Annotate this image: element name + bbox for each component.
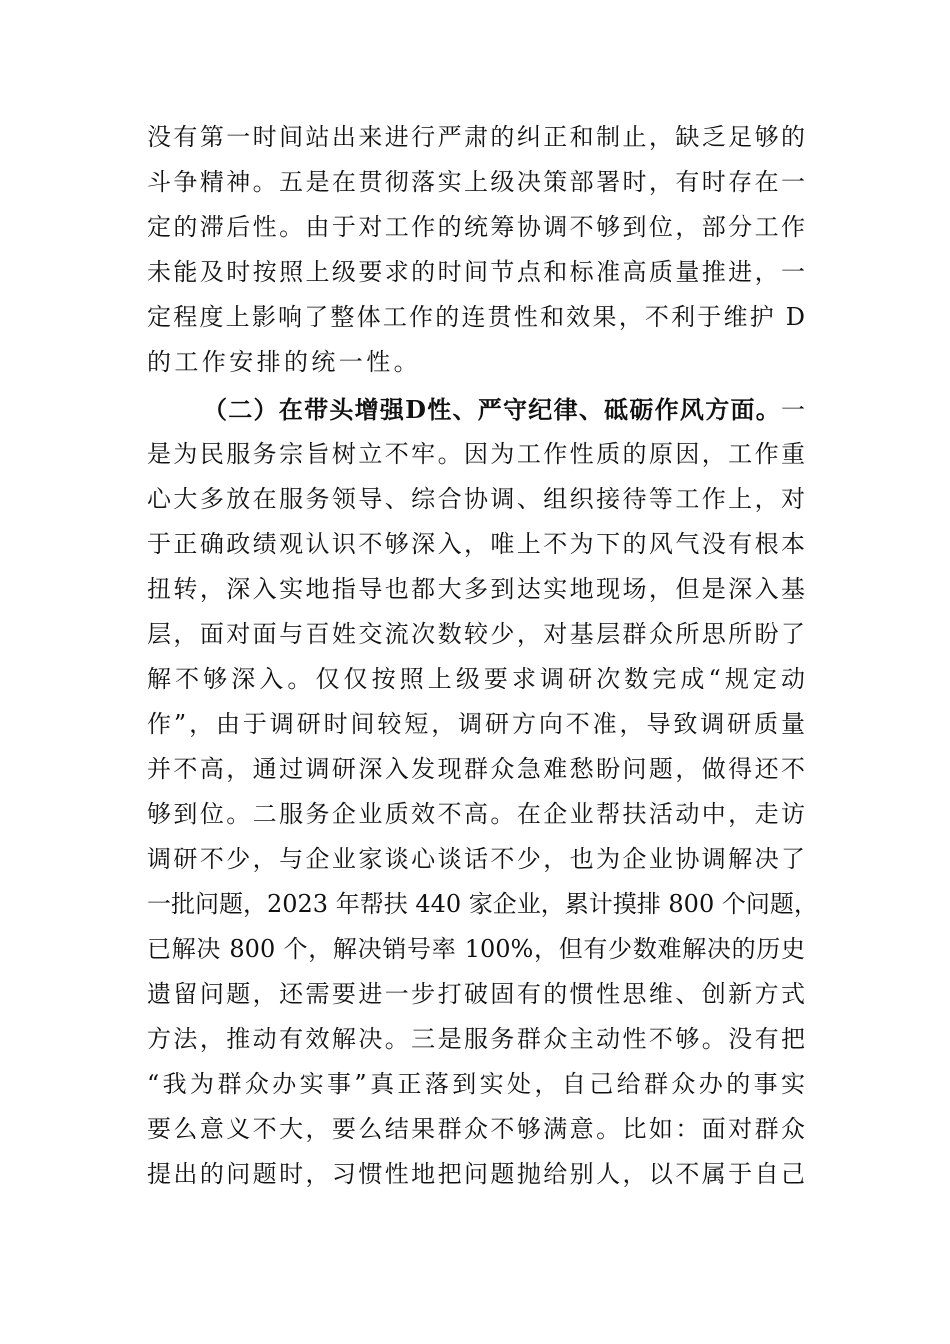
paragraph-1 [147, 115, 805, 385]
text-line: “我为群众办实事”真正落到实处，自己给群众办的事实 [147, 1070, 805, 1098]
text-line: 定的滞后性。由于对工作的统筹协调不够到位，部分工作 [147, 213, 805, 241]
text-line: 定程度上影响了整体工作的连贯性和效果，不利于维护 D [147, 303, 805, 331]
text-line: 方法，推动有效解决。三是服务群众主动性不够。没有把 [147, 1025, 805, 1053]
text-line: 提出的问题时，习惯性地把问题抛给别人，以不属于自己 [147, 1160, 805, 1188]
text-line: 于正确政绩观认识不够深入，唯上不为下的风气没有根本 [147, 530, 805, 558]
text-line: 斗争精神。五是在贯彻落实上级决策部署时，有时存在一 [147, 168, 805, 196]
text-line: 解不够深入。仅仅按照上级要求调研次数完成“规定动 [147, 665, 805, 693]
text-line: 层，面对面与百姓交流次数较少，对基层群众所思所盼了 [147, 620, 805, 648]
document-page [147, 115, 818, 1197]
text-run: 一 [781, 396, 805, 424]
text-line: 心大多放在服务领导、综合协调、组织接待等工作上，对 [147, 485, 805, 513]
text-line [147, 387, 805, 432]
text-line: 作”，由于调研时间较短，调研方向不准，导致调研质量 [147, 710, 805, 738]
text-line: 未能及时按照上级要求的时间节点和标准高质量推进，一 [147, 258, 805, 286]
text-line: 一批问题，2023 年帮扶 440 家企业，累计摸排 800 个问题， [147, 890, 818, 918]
text-line: 是为民服务宗旨树立不牢。因为工作性质的原因，工作重 [147, 440, 805, 468]
text-line: 够到位。二服务企业质效不高。在企业帮扶活动中，走访 [147, 800, 805, 828]
paragraph-2 [147, 387, 818, 1197]
text-line: 要么意义不大，要么结果群众不够满意。比如：面对群众 [147, 1115, 805, 1143]
text-line: 并不高，通过调研深入发现群众急难愁盼问题，做得还不 [147, 755, 805, 783]
text-line: 没有第一时间站出来进行严肃的纠正和制止，缺乏足够的 [147, 123, 805, 151]
section-heading: （二）在带头增强D性、严守纪律、砥砺作风方面。 [203, 395, 781, 424]
text-line: 扭转，深入实地指导也都大多到达实地现场，但是深入基 [147, 575, 805, 603]
text-line: 的工作安排的统一性。 [147, 348, 421, 376]
text-line: 已解决 800 个，解决销号率 100%，但有少数难解决的历史 [147, 935, 805, 963]
text-line: 调研不少，与企业家谈心谈话不少，也为企业协调解决了 [147, 845, 805, 873]
text-line: 遗留问题，还需要进一步打破固有的惯性思维、创新方式 [147, 980, 805, 1008]
